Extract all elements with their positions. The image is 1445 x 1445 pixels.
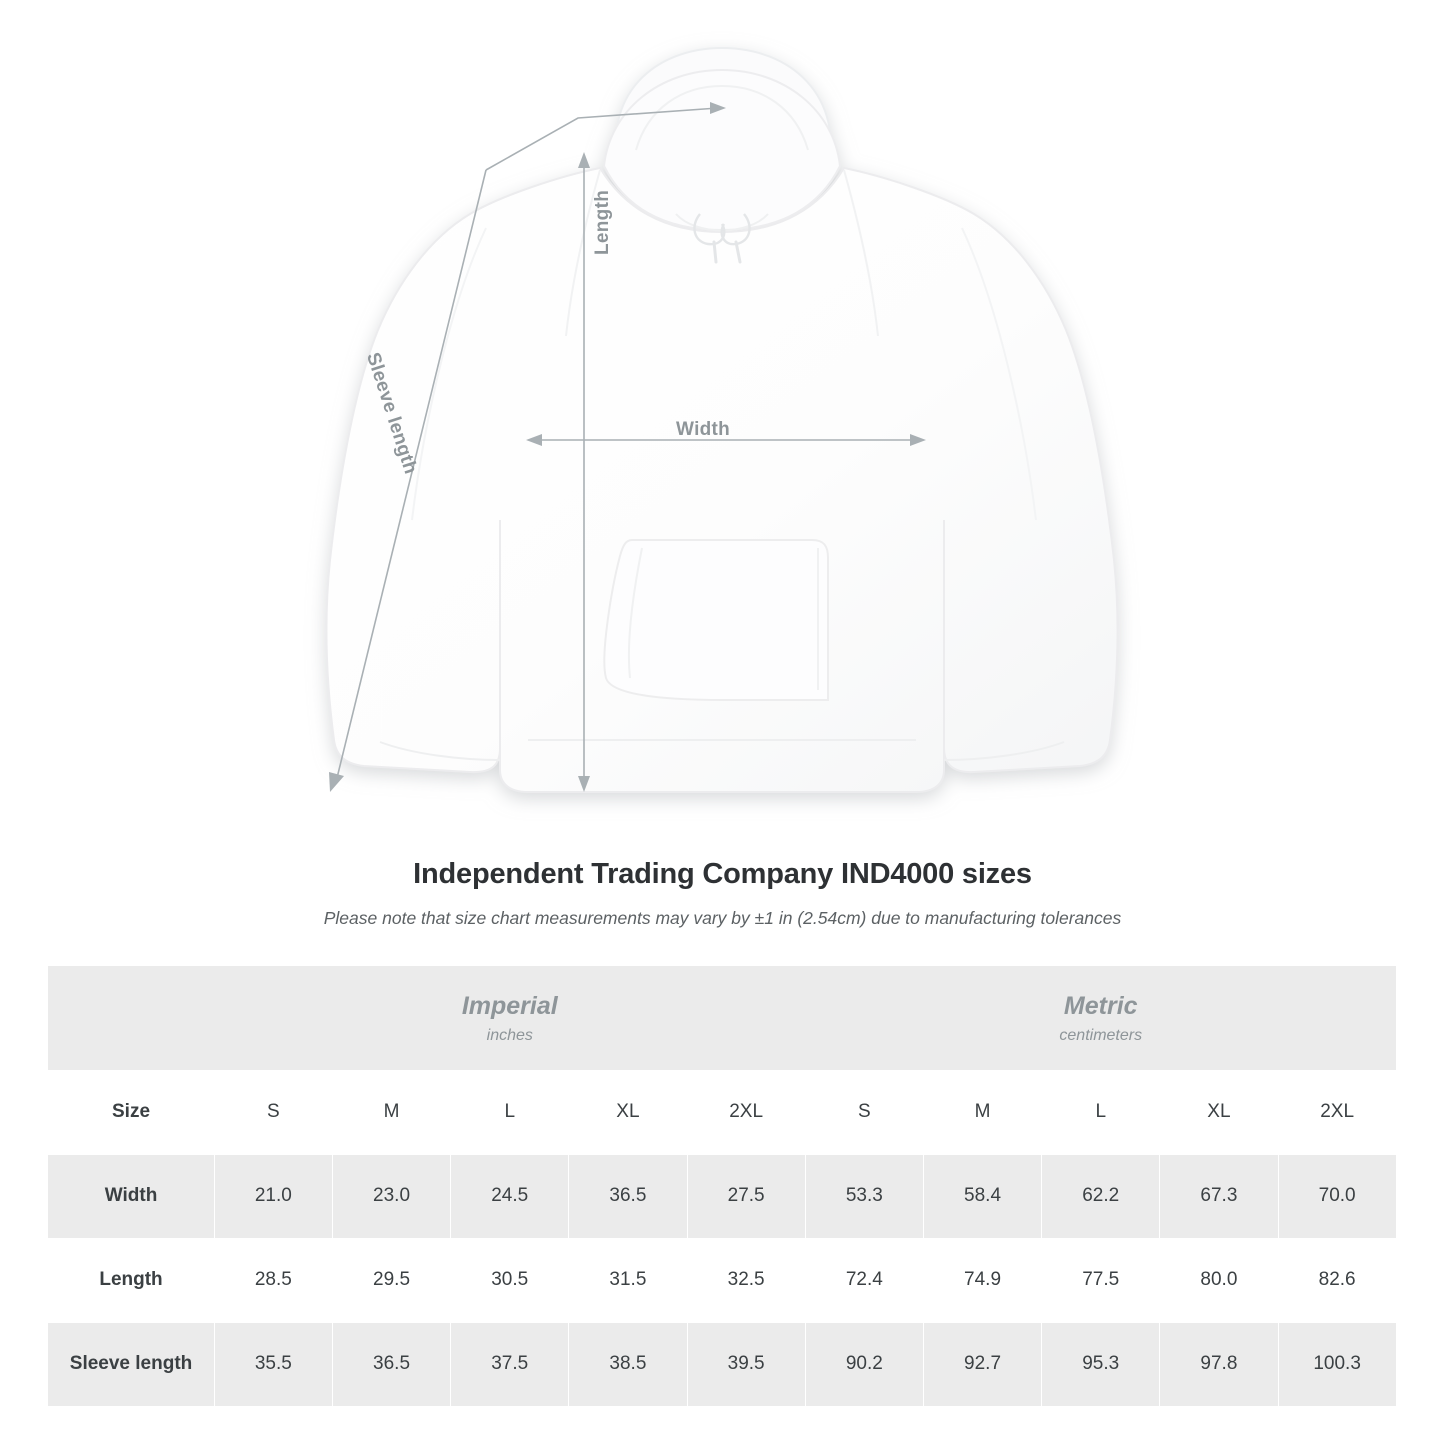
cell-length-imperial-s: 28.5: [214, 1238, 332, 1322]
cell-length-imperial-2xl: 32.5: [687, 1238, 805, 1322]
cell-length-metric-s: 72.4: [805, 1238, 923, 1322]
unit-group-imperial: [214, 966, 805, 1070]
column-header-size: Size: [48, 1070, 214, 1154]
cell-sleeve-imperial-s: 35.5: [214, 1322, 332, 1406]
cell-sleeve-imperial-m: 36.5: [332, 1322, 450, 1406]
cell-width-metric-m: 58.4: [923, 1154, 1041, 1238]
column-header-imperial-2xl: 2XL: [687, 1070, 805, 1154]
cell-sleeve-imperial-l: 37.5: [451, 1322, 569, 1406]
unit-group-metric: [805, 966, 1396, 1070]
column-header-metric-l: L: [1042, 1070, 1160, 1154]
cell-length-metric-m: 74.9: [923, 1238, 1041, 1322]
cell-width-imperial-xl: 36.5: [569, 1154, 687, 1238]
cell-width-imperial-s: 21.0: [214, 1154, 332, 1238]
table-row: [48, 1238, 1396, 1322]
cell-width-imperial-m: 23.0: [332, 1154, 450, 1238]
cell-width-metric-s: 53.3: [805, 1154, 923, 1238]
cell-width-imperial-2xl: 27.5: [687, 1154, 805, 1238]
cell-length-imperial-l: 30.5: [451, 1238, 569, 1322]
column-header-metric-xl: XL: [1160, 1070, 1278, 1154]
column-header-imperial-l: L: [451, 1070, 569, 1154]
unit-group-metric-name: Metric: [1063, 992, 1138, 1021]
row-header-width: Width: [48, 1154, 214, 1238]
cell-sleeve-metric-2xl: 100.3: [1278, 1322, 1396, 1406]
unit-group-imperial-name: Imperial: [461, 992, 558, 1021]
cell-length-metric-xl: 80.0: [1160, 1238, 1278, 1322]
cell-sleeve-metric-s: 90.2: [805, 1322, 923, 1406]
column-header-metric-m: M: [923, 1070, 1041, 1154]
column-header-metric-s: S: [805, 1070, 923, 1154]
cell-length-imperial-xl: 31.5: [569, 1238, 687, 1322]
column-header-metric-2xl: 2XL: [1278, 1070, 1396, 1154]
cell-length-imperial-m: 29.5: [332, 1238, 450, 1322]
cell-width-metric-xl: 67.3: [1160, 1154, 1278, 1238]
cell-width-metric-2xl: 70.0: [1278, 1154, 1396, 1238]
unit-band-row: [48, 966, 1396, 1070]
cell-sleeve-imperial-2xl: 39.5: [687, 1322, 805, 1406]
unit-group-metric-sub: centimeters: [1059, 1026, 1143, 1044]
length-dimension-label: Length: [592, 189, 613, 255]
cell-width-metric-l: 62.2: [1042, 1154, 1160, 1238]
unit-band-spacer: [48, 966, 214, 1070]
cell-sleeve-imperial-xl: 38.5: [569, 1322, 687, 1406]
cell-sleeve-metric-m: 92.7: [923, 1322, 1041, 1406]
column-header-imperial-m: M: [332, 1070, 450, 1154]
cell-sleeve-metric-l: 95.3: [1042, 1322, 1160, 1406]
width-dimension-label: Width: [676, 419, 731, 440]
table-header-row: [48, 1070, 1396, 1154]
column-header-imperial-s: S: [214, 1070, 332, 1154]
cell-length-metric-2xl: 82.6: [1278, 1238, 1396, 1322]
cell-sleeve-metric-xl: 97.8: [1160, 1322, 1278, 1406]
size-chart-table: [48, 966, 1396, 1407]
table-row: [48, 1154, 1396, 1238]
unit-group-imperial-sub: inches: [486, 1026, 533, 1044]
cell-length-metric-l: 77.5: [1042, 1238, 1160, 1322]
table-row: [48, 1322, 1396, 1406]
sleeve-length-dimension-label: Sleeve length: [362, 350, 422, 477]
page-title: Independent Trading Company IND4000 sizes: [413, 858, 1032, 890]
tolerance-note: Please note that size chart measurements may vary by ±1 in (2.54cm) due to manufacturing tolerances: [323, 908, 1122, 928]
column-header-imperial-xl: XL: [569, 1070, 687, 1154]
row-header-sleeve-length: Sleeve length: [48, 1322, 214, 1406]
cell-width-imperial-l: 24.5: [451, 1154, 569, 1238]
row-header-length: Length: [48, 1238, 214, 1322]
